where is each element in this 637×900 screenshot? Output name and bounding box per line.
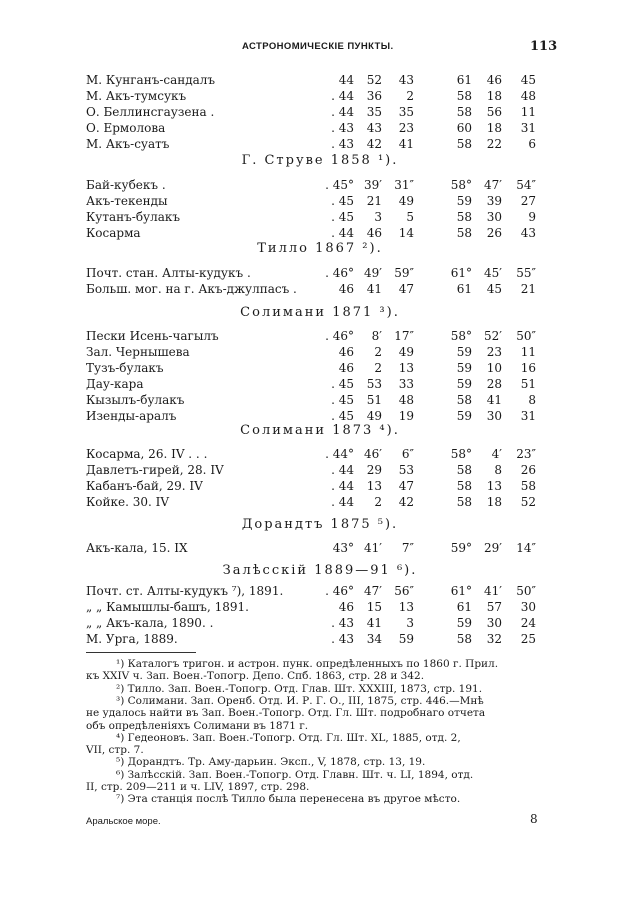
lat-min: 43 bbox=[366, 121, 382, 135]
lat-sec: 56″ bbox=[394, 584, 414, 598]
lat-deg: . 44 bbox=[331, 495, 354, 509]
lat-deg: 46 bbox=[338, 600, 354, 614]
lon-deg: 58 bbox=[456, 105, 472, 119]
lon-sec: 9 bbox=[528, 210, 536, 224]
lat-sec: 53 bbox=[398, 463, 414, 477]
lon-min: 56 bbox=[486, 105, 502, 119]
lon-sec: 51 bbox=[520, 377, 536, 391]
lon-min: 18 bbox=[486, 89, 502, 103]
station-name: Кутанъ-булакъ bbox=[86, 210, 181, 224]
table-row bbox=[0, 376, 637, 392]
lon-deg: 59 bbox=[456, 616, 472, 630]
station-name: „ „ Камышлы-башъ, 1891. bbox=[86, 600, 249, 614]
footnote-line: ³) Солимани. Зап. Оренб. Отд. И. Р. Г. О., III, 1875, стр. 446.—Мнѣ bbox=[116, 694, 484, 707]
lat-sec: 17″ bbox=[394, 329, 414, 343]
lon-deg: 61 bbox=[456, 282, 472, 296]
lat-sec: 49 bbox=[398, 345, 414, 359]
lat-sec: 3 bbox=[406, 616, 414, 630]
lon-min: 30 bbox=[486, 409, 502, 423]
lat-sec: 59″ bbox=[394, 266, 414, 280]
lon-min: 26 bbox=[486, 226, 502, 240]
lon-sec: 30 bbox=[520, 600, 536, 614]
station-name: Пески Исень-чагылъ bbox=[86, 329, 219, 343]
lon-min: 39 bbox=[486, 194, 502, 208]
lon-deg: 58 bbox=[456, 463, 472, 477]
lon-sec: 43 bbox=[520, 226, 536, 240]
table-row bbox=[0, 446, 637, 462]
lon-min: 45 bbox=[486, 282, 502, 296]
footnote-line: объ опредѣленіяхъ Солимани въ 1871 г. bbox=[86, 719, 309, 732]
lat-min: 49′ bbox=[364, 266, 382, 280]
footnote-line: ¹) Каталогъ тригон. и астрон. пунк. опредѣленныхъ по 1860 г. Прил. bbox=[116, 658, 499, 670]
lat-sec: 59 bbox=[398, 632, 414, 646]
lat-sec: 48 bbox=[398, 393, 414, 407]
lon-sec: 50″ bbox=[516, 584, 536, 598]
lat-deg: . 44° bbox=[325, 447, 354, 461]
lon-deg: 59 bbox=[456, 361, 472, 375]
lat-deg: . 46° bbox=[325, 584, 354, 598]
table-row bbox=[0, 540, 637, 556]
lat-deg: . 43 bbox=[331, 616, 354, 630]
footnote-line: ⁵) Дорандтъ. Тр. Аму-дарьин. Эксп., V, 1878, стр. 13, 19. bbox=[116, 756, 426, 769]
lon-deg: 58 bbox=[456, 210, 472, 224]
running-header-title: АСТРОНОМИЧЕСКІЕ ПУНКТЫ. bbox=[242, 41, 394, 52]
lon-min: 29′ bbox=[484, 541, 502, 555]
lon-deg: 59 bbox=[456, 345, 472, 359]
lon-deg: 59 bbox=[456, 194, 472, 208]
lat-min: 3 bbox=[374, 210, 382, 224]
lat-deg: . 44 bbox=[331, 89, 354, 103]
lon-deg: 61° bbox=[450, 266, 472, 280]
lat-min: 35 bbox=[366, 105, 382, 119]
lon-sec: 14″ bbox=[516, 541, 536, 555]
lat-min: 21 bbox=[366, 194, 382, 208]
lat-sec: 5 bbox=[406, 210, 414, 224]
lat-sec: 43 bbox=[398, 73, 414, 87]
footnote-line: къ XXIV ч. Зап. Воен.-Топогр. Депо. Спб. 1863, стр. 28 и 342. bbox=[86, 670, 425, 683]
lat-sec: 23 bbox=[398, 121, 414, 135]
lon-min: 4′ bbox=[491, 447, 502, 461]
lat-sec: 42 bbox=[398, 495, 414, 509]
lon-deg: 59 bbox=[456, 377, 472, 391]
lat-min: 41 bbox=[366, 616, 382, 630]
lat-sec: 49 bbox=[398, 194, 414, 208]
table-row bbox=[0, 265, 637, 281]
lat-sec: 41 bbox=[398, 137, 414, 151]
footnote-line: не удалось найти въ Зап. Воен.-Топогр. Отд. Гл. Шт. подробнаго отчета bbox=[86, 707, 486, 720]
station-name: О. Ермолова bbox=[86, 121, 166, 135]
lat-min: 2 bbox=[374, 495, 382, 509]
lon-deg: 58° bbox=[450, 329, 472, 343]
station-name: „ „ Акъ-кала, 1890. . bbox=[86, 616, 214, 630]
lat-deg: . 43 bbox=[331, 121, 354, 135]
table-row bbox=[0, 360, 637, 376]
lat-min: 2 bbox=[374, 345, 382, 359]
station-name: М. Акъ-тумсукъ bbox=[86, 89, 187, 103]
lon-min: 22 bbox=[486, 137, 502, 151]
lat-min: 39′ bbox=[364, 178, 382, 192]
footnote-line: ²) Тилло. Зап. Воен.-Топогр. Отд. Глав. Шт. XXXIII, 1873, стр. 191. bbox=[116, 682, 483, 695]
table-row bbox=[0, 631, 637, 647]
lon-min: 41 bbox=[486, 393, 502, 407]
lat-sec: 19 bbox=[398, 409, 414, 423]
section-heading: Солимани 1871 ³). bbox=[240, 305, 400, 320]
lon-deg: 58° bbox=[450, 447, 472, 461]
lat-min: 41 bbox=[366, 282, 382, 296]
lon-deg: 58 bbox=[456, 89, 472, 103]
station-name: Дау-кара bbox=[86, 377, 144, 391]
lat-deg: . 44 bbox=[331, 463, 354, 477]
lon-sec: 23″ bbox=[516, 447, 536, 461]
lat-deg: . 45 bbox=[331, 377, 354, 391]
page-number: 113 bbox=[530, 39, 558, 54]
lon-min: 30 bbox=[486, 616, 502, 630]
table-row bbox=[0, 494, 637, 510]
lon-sec: 16 bbox=[520, 361, 536, 375]
lon-min: 45′ bbox=[484, 266, 502, 280]
table-row bbox=[0, 392, 637, 408]
lon-sec: 8 bbox=[528, 393, 536, 407]
lon-sec: 6 bbox=[528, 137, 536, 151]
lon-min: 23 bbox=[486, 345, 502, 359]
lat-sec: 33 bbox=[398, 377, 414, 391]
footnote-line: ⁶) Залѣсскій. Зап. Воен.-Топогр. Отд. Главн. Шт. ч. LI, 1894, отд. bbox=[116, 768, 474, 781]
lat-deg: . 46° bbox=[325, 266, 354, 280]
lon-sec: 24 bbox=[520, 616, 536, 630]
station-name: Кызылъ-булакъ bbox=[86, 393, 185, 407]
lon-min: 52′ bbox=[484, 329, 502, 343]
lon-sec: 11 bbox=[520, 345, 536, 359]
lat-min: 51 bbox=[366, 393, 382, 407]
lat-deg: . 43 bbox=[331, 632, 354, 646]
lat-deg: . 45 bbox=[331, 409, 354, 423]
station-name: Больш. мог. на г. Акъ-джулпасъ . bbox=[86, 282, 297, 296]
lon-sec: 58 bbox=[520, 479, 536, 493]
lat-deg: . 44 bbox=[331, 479, 354, 493]
lon-deg: 59° bbox=[450, 541, 472, 555]
lon-min: 41′ bbox=[484, 584, 502, 598]
lat-sec: 47 bbox=[398, 282, 414, 296]
lon-min: 13 bbox=[486, 479, 502, 493]
lon-deg: 61° bbox=[450, 584, 472, 598]
table-row bbox=[0, 209, 637, 225]
station-name: Давлетъ-гирей, 28. IV bbox=[86, 463, 224, 477]
station-name: М. Урга, 1889. bbox=[86, 632, 178, 646]
table-row bbox=[0, 462, 637, 478]
lon-sec: 50″ bbox=[516, 329, 536, 343]
station-name: Акъ-кала, 15. IX bbox=[86, 541, 188, 555]
station-name: Косарма bbox=[86, 226, 141, 240]
lon-deg: 59 bbox=[456, 409, 472, 423]
table-row bbox=[0, 478, 637, 494]
lat-sec: 31″ bbox=[394, 178, 414, 192]
station-name: Акъ-текенды bbox=[86, 194, 168, 208]
table-row bbox=[0, 328, 637, 344]
lat-deg: 46 bbox=[338, 282, 354, 296]
lon-sec: 55″ bbox=[516, 266, 536, 280]
lat-min: 53 bbox=[366, 377, 382, 391]
lat-deg: 46 bbox=[338, 361, 354, 375]
table-row bbox=[0, 193, 637, 209]
lat-sec: 6″ bbox=[401, 447, 414, 461]
lon-sec: 21 bbox=[520, 282, 536, 296]
lat-deg: . 43 bbox=[331, 137, 354, 151]
lon-sec: 31 bbox=[520, 121, 536, 135]
footnote-line: II, стр. 209—211 и ч. LIV, 1897, стр. 298. bbox=[86, 781, 310, 793]
lat-min: 46′ bbox=[364, 447, 382, 461]
sheet-number: 8 bbox=[530, 812, 538, 826]
station-name: М. Кунганъ-сандалъ bbox=[86, 73, 216, 87]
lon-deg: 58 bbox=[456, 495, 472, 509]
lon-deg: 61 bbox=[456, 73, 472, 87]
lat-sec: 35 bbox=[398, 105, 414, 119]
lon-sec: 26 bbox=[520, 463, 536, 477]
station-name: Бай-кубекъ . bbox=[86, 178, 166, 192]
table-row bbox=[0, 177, 637, 193]
lon-min: 18 bbox=[486, 121, 502, 135]
lat-sec: 7″ bbox=[401, 541, 414, 555]
lat-deg: . 44 bbox=[331, 226, 354, 240]
lat-sec: 13 bbox=[398, 361, 414, 375]
lon-deg: 60 bbox=[456, 121, 472, 135]
lat-min: 42 bbox=[366, 137, 382, 151]
lat-min: 36 bbox=[366, 89, 382, 103]
station-name: Косарма, 26. IV . . . bbox=[86, 447, 208, 461]
lat-deg: . 46° bbox=[325, 329, 354, 343]
lon-min: 10 bbox=[486, 361, 502, 375]
station-name: Тузъ-булакъ bbox=[86, 361, 164, 375]
table-row bbox=[0, 104, 637, 120]
station-name: М. Акъ-суатъ bbox=[86, 137, 170, 151]
lon-min: 28 bbox=[486, 377, 502, 391]
lat-deg: 44 bbox=[338, 73, 354, 87]
table-row bbox=[0, 120, 637, 136]
lon-min: 18 bbox=[486, 495, 502, 509]
station-name: Койке. 30. IV bbox=[86, 495, 170, 509]
station-name: Почт. ст. Алты-кудукъ ⁷), 1891. bbox=[86, 584, 284, 598]
lon-sec: 52 bbox=[520, 495, 536, 509]
station-name: О. Беллинсгаузена . bbox=[86, 105, 215, 119]
lon-deg: 58 bbox=[456, 137, 472, 151]
lon-min: 47′ bbox=[484, 178, 502, 192]
section-heading: Солимани 1873 ⁴). bbox=[240, 423, 400, 438]
lat-min: 41′ bbox=[364, 541, 382, 555]
lon-deg: 58 bbox=[456, 393, 472, 407]
lat-deg: 43° bbox=[332, 541, 354, 555]
station-name: Зал. Чернышева bbox=[86, 345, 190, 359]
station-name: Почт. стан. Алты-кудукъ . bbox=[86, 266, 251, 280]
lat-sec: 2 bbox=[406, 89, 414, 103]
footnote-line: VII, стр. 7. bbox=[86, 744, 144, 757]
signature-mark: Аральское море. bbox=[86, 816, 161, 827]
lon-min: 8 bbox=[494, 463, 502, 477]
lat-min: 47′ bbox=[364, 584, 382, 598]
footnote-line: ⁴) Гедеоновъ. Зап. Воен.-Топогр. Отд. Гл. Шт. XL, 1885, отд. 2, bbox=[116, 731, 461, 744]
table-row bbox=[0, 88, 637, 104]
lon-min: 30 bbox=[486, 210, 502, 224]
lat-min: 46 bbox=[366, 226, 382, 240]
lat-deg: 46 bbox=[338, 345, 354, 359]
lon-deg: 58 bbox=[456, 479, 472, 493]
lon-sec: 27 bbox=[520, 194, 536, 208]
table-row bbox=[0, 599, 637, 615]
table-row bbox=[0, 344, 637, 360]
lat-deg: . 44 bbox=[331, 105, 354, 119]
lat-sec: 47 bbox=[398, 479, 414, 493]
lat-sec: 14 bbox=[398, 226, 414, 240]
lon-deg: 61 bbox=[456, 600, 472, 614]
lat-min: 29 bbox=[366, 463, 382, 477]
table-row bbox=[0, 615, 637, 631]
lat-min: 2 bbox=[374, 361, 382, 375]
lon-sec: 54″ bbox=[516, 178, 536, 192]
lat-sec: 13 bbox=[398, 600, 414, 614]
lat-deg: . 45° bbox=[325, 178, 354, 192]
footnote-rule bbox=[86, 652, 196, 653]
lon-sec: 48 bbox=[520, 89, 536, 103]
lon-sec: 31 bbox=[520, 409, 536, 423]
lat-min: 34 bbox=[366, 632, 382, 646]
section-heading: Тилло 1867 ²). bbox=[257, 241, 383, 256]
lon-deg: 58° bbox=[450, 178, 472, 192]
table-row bbox=[0, 583, 637, 599]
lat-min: 52 bbox=[366, 73, 382, 87]
table-row bbox=[0, 136, 637, 152]
table-row bbox=[0, 408, 637, 424]
lon-sec: 25 bbox=[520, 632, 536, 646]
lat-min: 13 bbox=[366, 479, 382, 493]
lon-deg: 58 bbox=[456, 632, 472, 646]
lat-deg: . 45 bbox=[331, 194, 354, 208]
table-row bbox=[0, 72, 637, 88]
footnote-line: ⁷) Эта станція послѣ Тилло была перенесена въ другое мѣсто. bbox=[116, 793, 461, 806]
lon-min: 32 bbox=[486, 632, 502, 646]
lon-deg: 58 bbox=[456, 226, 472, 240]
table-row bbox=[0, 225, 637, 241]
lon-min: 46 bbox=[486, 73, 502, 87]
station-name: Кабанъ-бай, 29. IV bbox=[86, 479, 203, 493]
lon-sec: 45 bbox=[520, 73, 536, 87]
lat-min: 8′ bbox=[371, 329, 382, 343]
section-heading: Г. Струве 1858 ¹). bbox=[241, 153, 399, 168]
section-heading: Залѣсскій 1889—91 ⁶). bbox=[222, 563, 418, 578]
lat-min: 49 bbox=[366, 409, 382, 423]
table-row bbox=[0, 281, 637, 297]
lat-min: 15 bbox=[366, 600, 382, 614]
lon-min: 57 bbox=[486, 600, 502, 614]
section-heading: Дорандтъ 1875 ⁵). bbox=[241, 517, 399, 532]
station-name: Изенды-аралъ bbox=[86, 409, 177, 423]
lon-sec: 11 bbox=[520, 105, 536, 119]
lat-deg: . 45 bbox=[331, 210, 354, 224]
lat-deg: . 45 bbox=[331, 393, 354, 407]
